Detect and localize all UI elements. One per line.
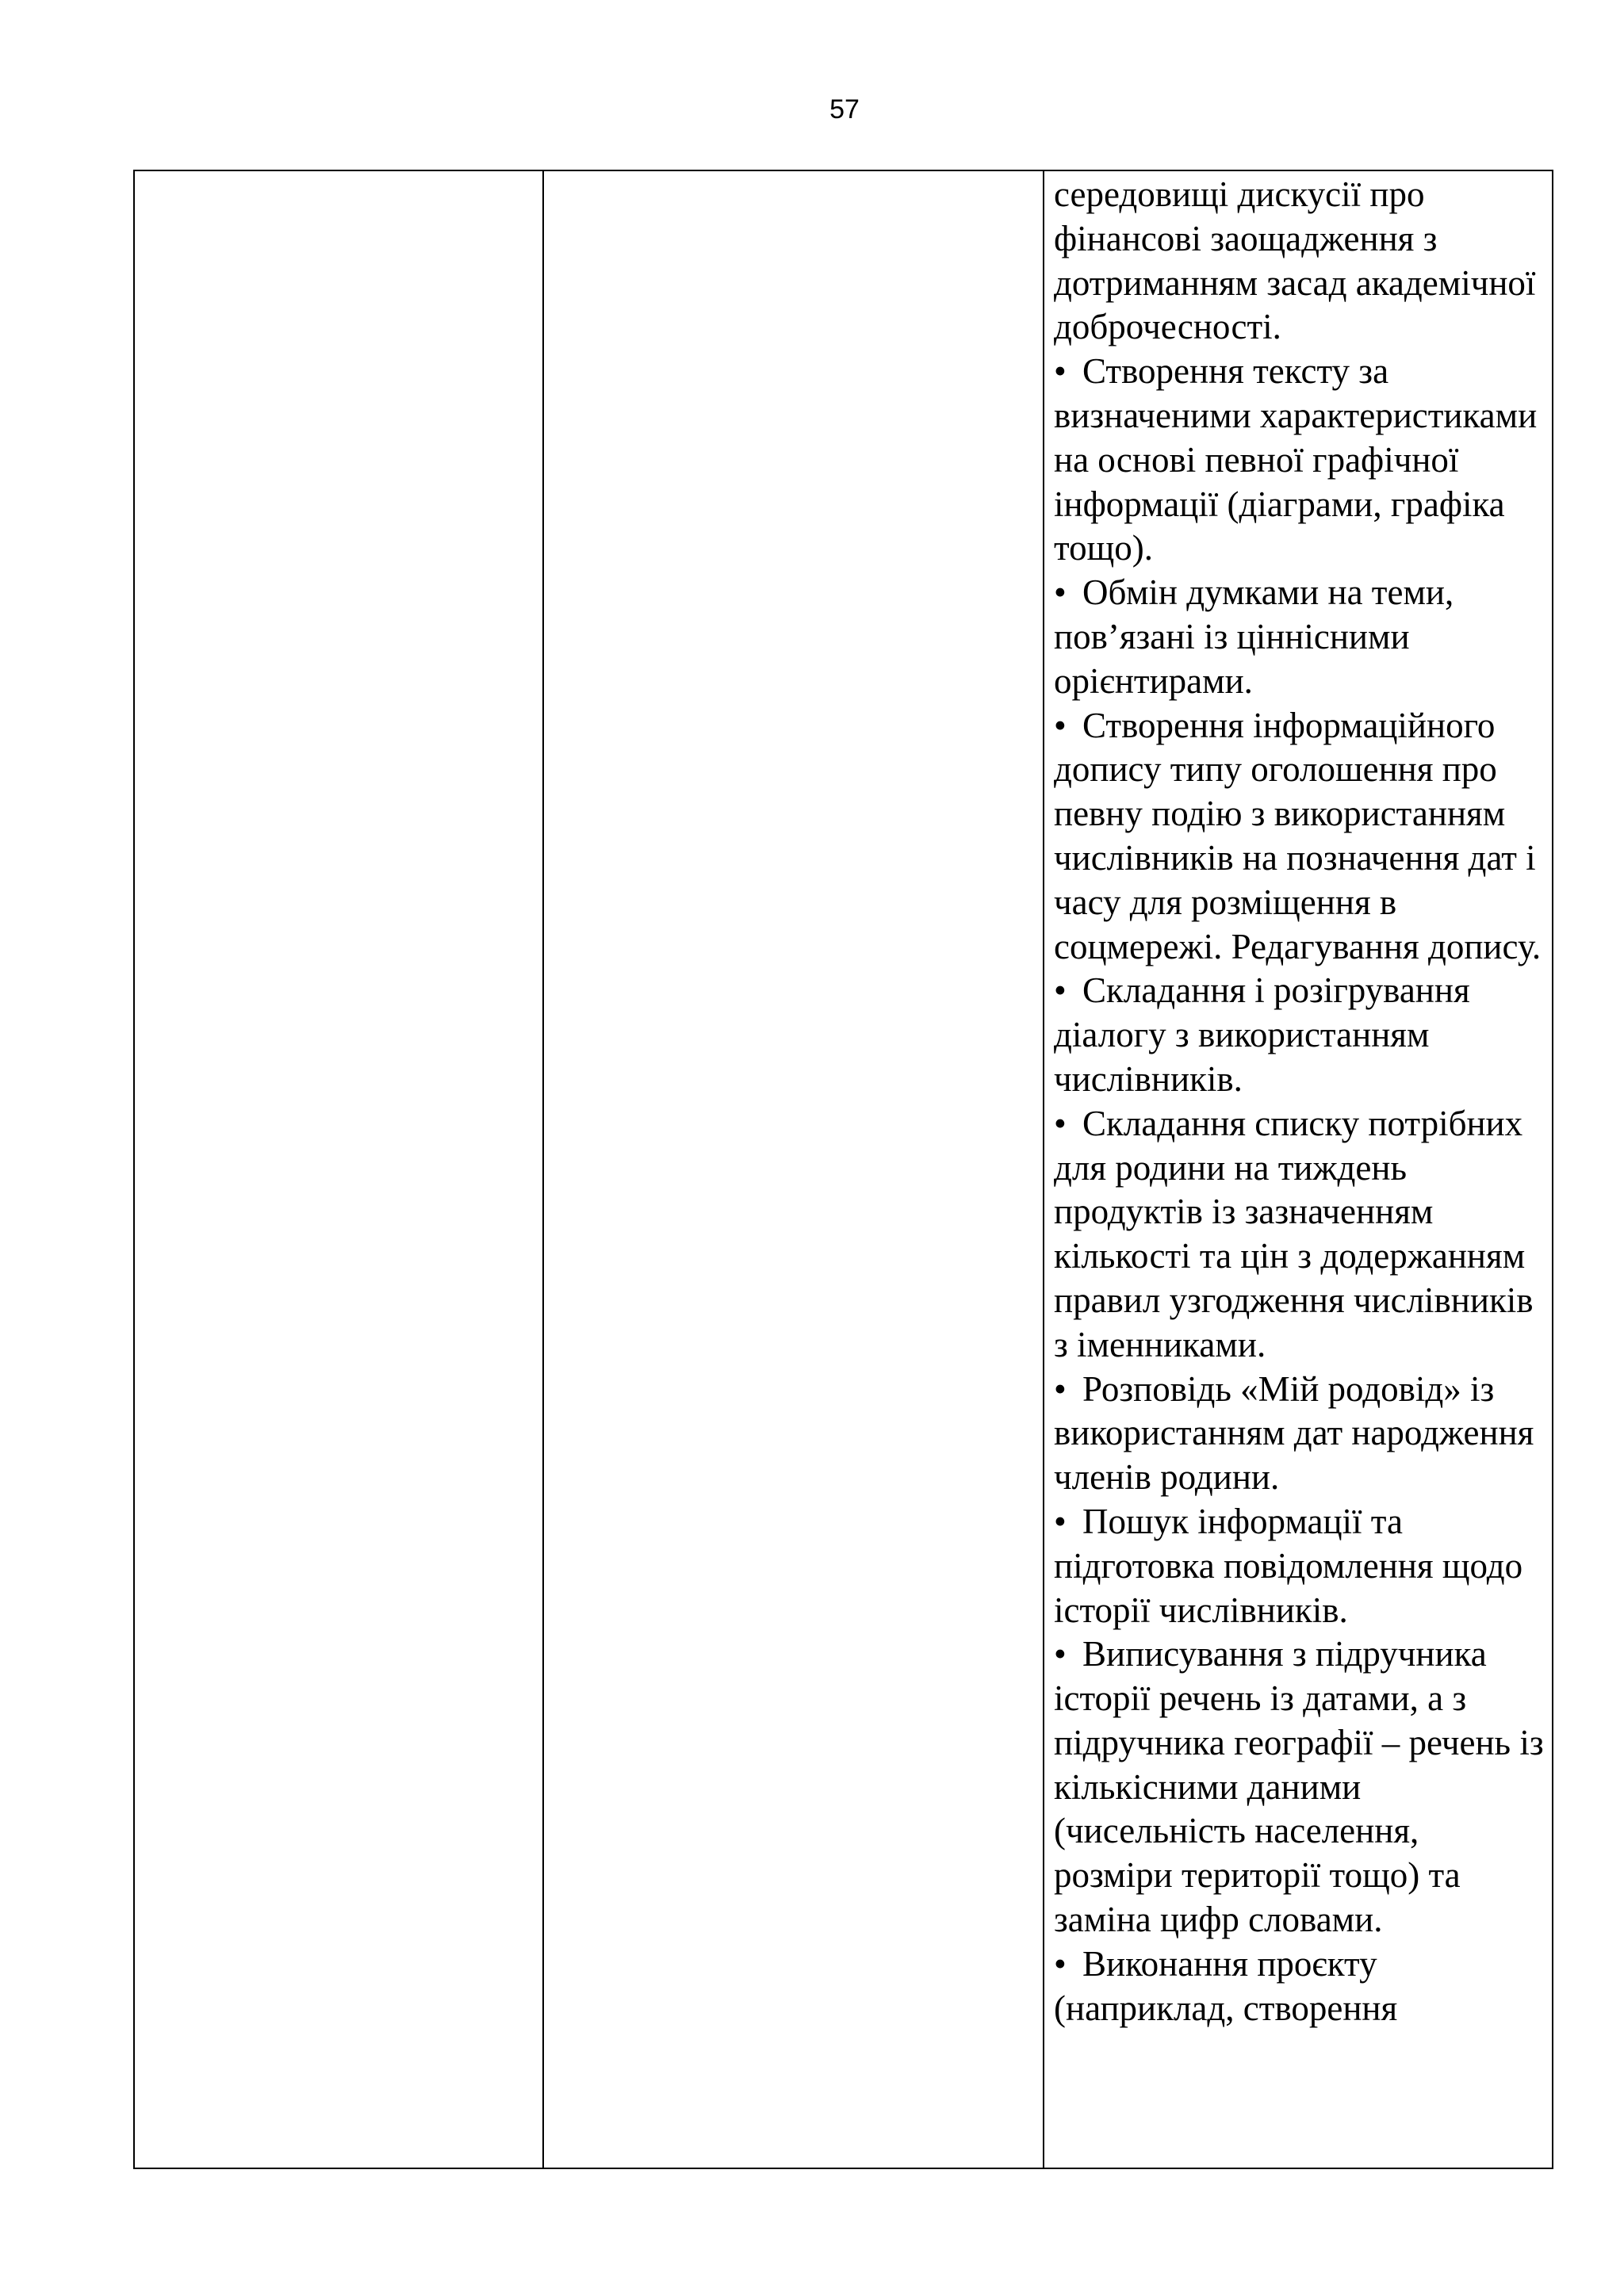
- list-item: [1054, 1368, 1544, 1500]
- table-cell-activities: [1044, 170, 1553, 2168]
- list-item-text: Виконання проєкту (наприклад, створення: [1054, 1943, 1398, 2028]
- bullet-icon: •: [1054, 1368, 1067, 1409]
- table-cell-empty-1: [134, 170, 543, 2168]
- list-item-text: Пошук інформації та підготовка повідомлення щодо історії числівників.: [1054, 1501, 1523, 1630]
- list-item-text: Створення тексту за визначеними характеристиками на основі певної графічної інформації (діаграми, графіка тощо).: [1054, 351, 1538, 568]
- list-item-text: Складання списку потрібних для родини на тиждень продуктів із зазначенням кількості та цін з додержанням правил узгодження числівників з іменниками.: [1054, 1103, 1534, 1364]
- list-item: [1054, 571, 1544, 703]
- list-item: [1054, 969, 1544, 1101]
- table-row: [134, 170, 1553, 2168]
- list-item-text: Обмін думками на теми, пов’язані із ціннісними орієнтирами.: [1054, 572, 1454, 701]
- bullet-icon: •: [1054, 970, 1067, 1011]
- list-item: [1054, 350, 1544, 571]
- list-item-text: Розповідь «Мій родовід» із використанням дат народження членів родини.: [1054, 1368, 1534, 1498]
- table-cell-empty-2: [543, 170, 1044, 2168]
- list-item: [1054, 1102, 1544, 1368]
- bullet-icon: •: [1054, 705, 1067, 745]
- bullet-icon: •: [1054, 351, 1067, 392]
- bullet-icon: •: [1054, 1501, 1067, 1541]
- list-item: [1054, 1500, 1544, 1632]
- page-number: 57: [829, 94, 860, 124]
- activities-lead: середовищі дискусії про фінансові заощадження з дотриманням засад академічної доброчесності.: [1054, 174, 1536, 347]
- bullet-icon: •: [1054, 1103, 1067, 1143]
- list-item: [1054, 1632, 1544, 1942]
- content-table: [133, 170, 1553, 2169]
- list-item-text: Створення інформаційного допису типу оголошення про певну подію з використанням числівників на позначення дат і часу для розміщення в соцмережі. Редагування допису.: [1054, 705, 1542, 966]
- bullet-icon: •: [1054, 572, 1067, 613]
- bullet-icon: •: [1054, 1943, 1067, 1984]
- list-item-text: Виписування з підручника історії речень із датами, а з підручника географії – речень із кількісними даними (чисельність населення, розміри території тощо) та заміна цифр словами.: [1054, 1634, 1544, 1940]
- list-item-text: Складання і розігрування діалогу з використанням числівників.: [1054, 970, 1470, 1099]
- bullet-icon: •: [1054, 1634, 1067, 1674]
- activities-text: [1044, 171, 1552, 2030]
- list-item: [1054, 1942, 1544, 2031]
- list-item: [1054, 704, 1544, 970]
